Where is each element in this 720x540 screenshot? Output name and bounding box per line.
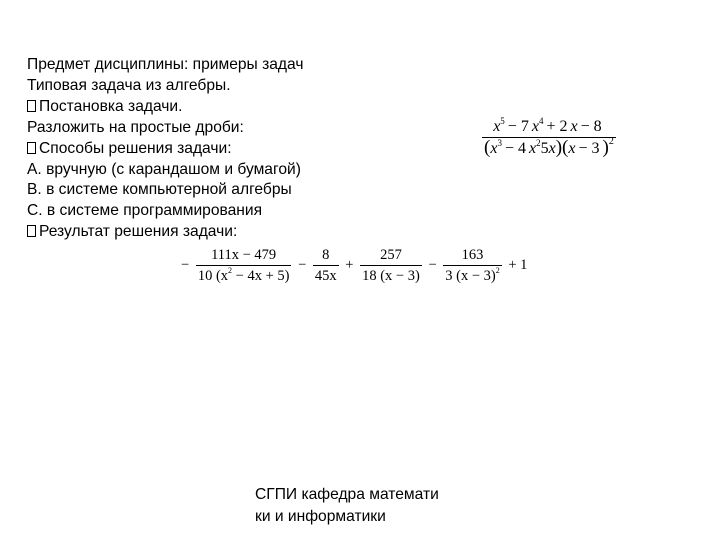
text-line-3: Постановка задачи.: [27, 97, 367, 118]
text-line-4: Разложить на простые дроби:: [27, 118, 244, 136]
result-fraction-2: $\frac{8}{45x}$: [314, 247, 337, 284]
missing-glyph-icon: [27, 100, 36, 112]
text-line-7: B. в системе компьютерной алгебры: [27, 181, 292, 199]
partial-fractions-result-formula: [178, 247, 530, 285]
formula-numerator: $x^5 - 7$ $x^4 + 2$ x − 8: [493, 116, 602, 135]
text-line-2: Типовая задача из алгебры.: [27, 76, 231, 94]
footer-line-1: СГПИ кафедра математи: [255, 486, 439, 503]
result-fraction-1: $\frac{111x - 479}{10 (x^2 - 4x + 5)}$: [197, 247, 290, 284]
text-line-8: C. в системе программирования: [27, 202, 263, 220]
result-plus-1: +: [345, 257, 354, 274]
text-line-1: Предмет дисциплины: примеры задач: [27, 56, 304, 73]
result-minus-1: −: [298, 257, 307, 274]
missing-glyph-icon: [27, 142, 36, 154]
result-tail: + 1: [508, 257, 528, 274]
slide-text-block: [27, 55, 367, 243]
rational-function-formula: [482, 118, 616, 158]
text-line-6: A. вручную (с карандашом и бумагой): [27, 160, 301, 178]
formula-denominator: ($x^3 - 4$ $x^25x)(x - 3$ )$^2$: [484, 136, 614, 158]
result-minus-2: −: [428, 257, 437, 274]
text-line-9: Результат решения задачи:: [27, 222, 367, 243]
missing-glyph-icon: [27, 225, 36, 237]
text-line-5: Способы решения задачи:: [27, 139, 367, 160]
result-lead-minus: −: [181, 257, 190, 274]
result-fraction-3: $\frac{257}{18 (x - 3)}$: [362, 247, 420, 284]
footer-department: [255, 484, 485, 528]
footer-line-2: ки и информатики: [255, 508, 386, 525]
formula-fraction: [482, 118, 616, 158]
result-fraction-4: $\frac{163}{3 (x - 3)^2}$: [445, 247, 500, 284]
